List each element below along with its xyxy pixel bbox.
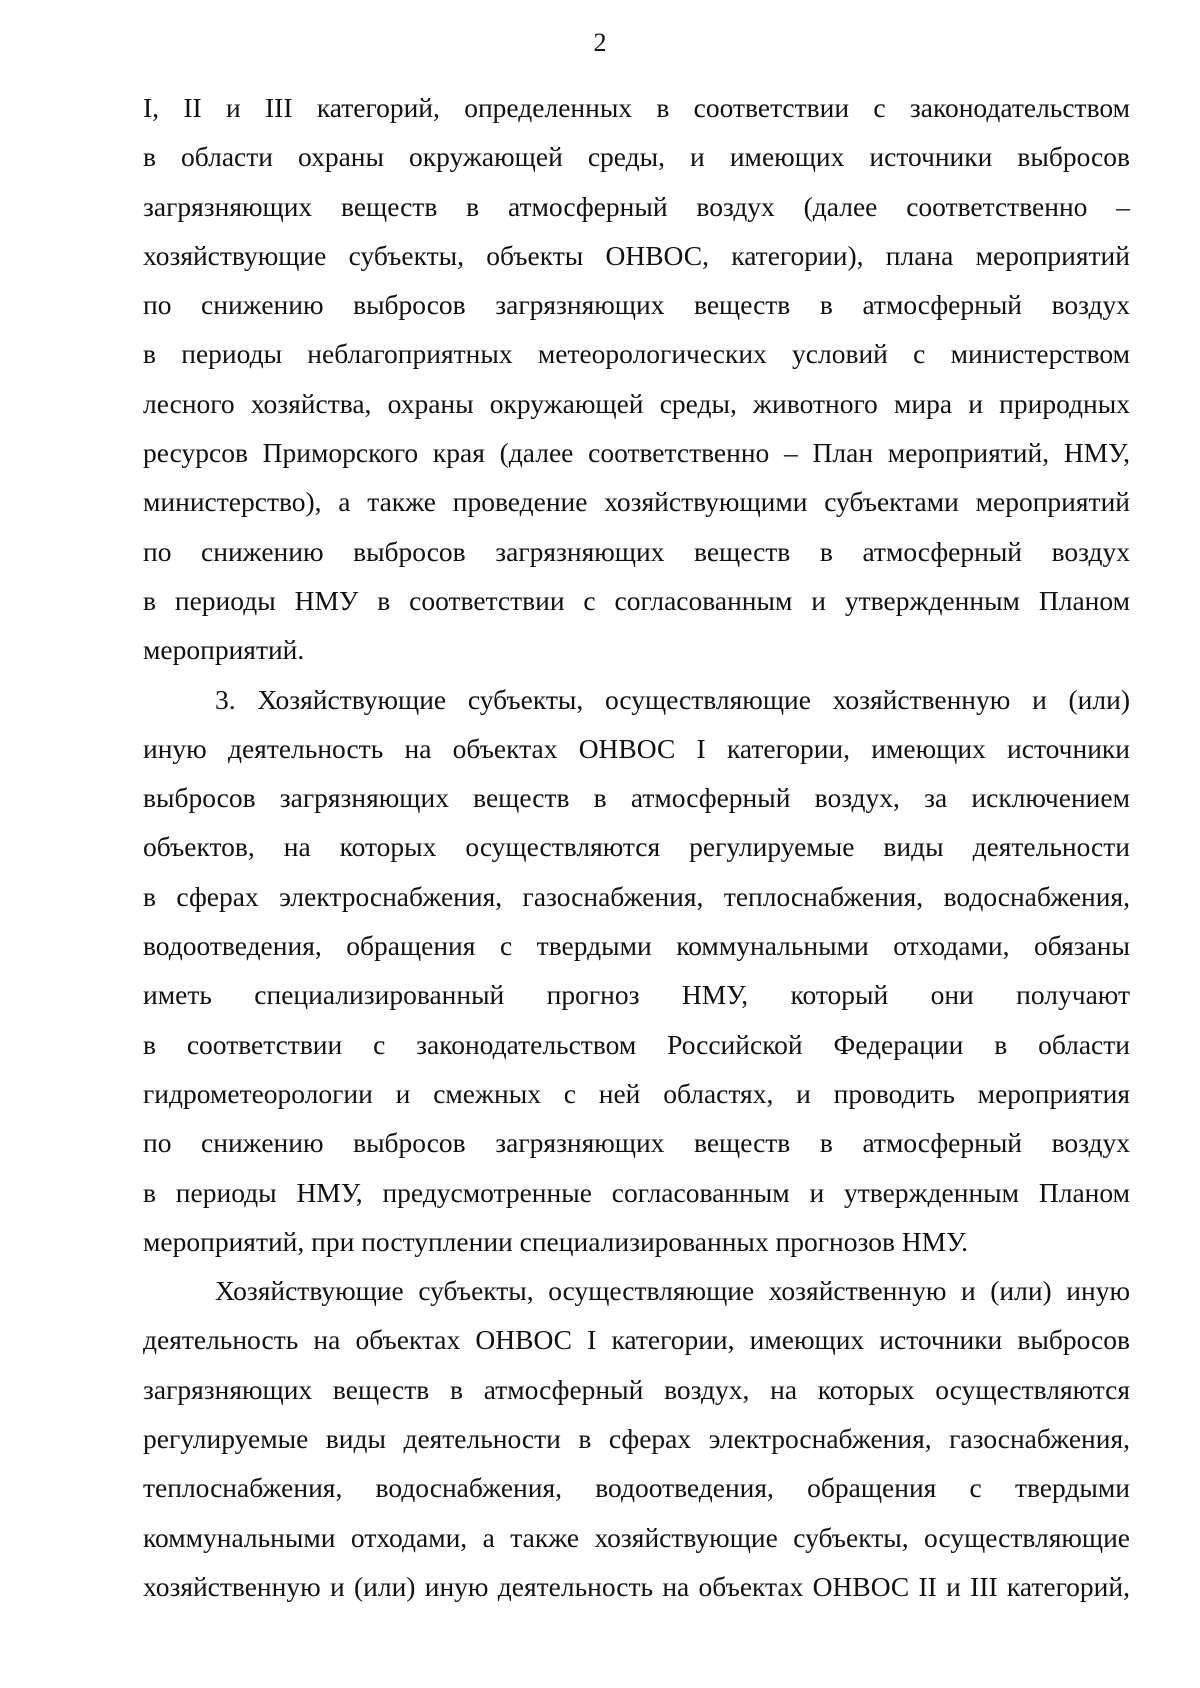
text-line: 3. Хозяйствующие субъекты, осуществляющие хозяйственную и (или)	[215, 683, 1130, 715]
text-line: загрязняющих веществ в атмосферный воздух, на которых осуществляются	[143, 1373, 1130, 1405]
text-line: объектов, на которых осуществляются регулируемые виды деятельности	[143, 831, 1130, 863]
text-line: в периоды НМУ, предусмотренные согласованным и утвержденным Планом	[143, 1176, 1130, 1208]
document-body	[143, 83, 1130, 1611]
text-line: I, II и III категорий, определенных в соответствии с законодательством	[143, 92, 1130, 123]
text-line: по снижению выбросов загрязняющих веществ в атмосферный воздух	[143, 289, 1130, 321]
text-line: загрязняющих веществ в атмосферный воздух (далее соответственно –	[143, 190, 1130, 222]
text-line: в сферах электроснабжения, газоснабжения, теплоснабжения, водоснабжения,	[143, 880, 1130, 912]
text-line: иметь специализированный прогноз НМУ, который они получают	[143, 979, 1130, 1011]
text-line: в области охраны окружающей среды, и имеющих источники выбросов	[143, 141, 1130, 173]
text-line: мероприятий.	[143, 634, 305, 666]
text-line: хозяйственную и (или) иную деятельность на объектах ОНВОС II и III категорий,	[143, 1570, 1130, 1602]
text-line: в соответствии с законодательством Российской Федерации в области	[143, 1028, 1130, 1060]
text-line: иную деятельность на объектах ОНВОС I категории, имеющих источники	[143, 732, 1130, 764]
text-line: коммунальными отходами, а также хозяйствующие субъекты, осуществляющие	[143, 1521, 1130, 1553]
text-line: в периоды неблагоприятных метеорологических условий с министерством	[143, 338, 1130, 370]
text-line: по снижению выбросов загрязняющих веществ в атмосферный воздух	[143, 1127, 1130, 1159]
text-line: министерство), а также проведение хозяйствующими субъектами мероприятий	[143, 486, 1130, 518]
text-line: гидрометеорологии и смежных с ней областях, и проводить мероприятия	[143, 1077, 1130, 1109]
text-line: лесного хозяйства, охраны окружающей среды, животного мира и природных	[143, 387, 1130, 419]
text-line: теплоснабжения, водоснабжения, водоотведения, обращения с твердыми	[143, 1472, 1130, 1504]
text-line: мероприятий, при поступлении специализированных прогнозов НМУ.	[143, 1225, 968, 1257]
text-line: ресурсов Приморского края (далее соответственно – План мероприятий, НМУ,	[143, 437, 1130, 469]
text-line: по снижению выбросов загрязняющих веществ в атмосферный воздух	[143, 535, 1130, 567]
text-line: деятельность на объектах ОНВОС I категории, имеющих источники выбросов	[143, 1324, 1130, 1356]
page-number: 2	[593, 28, 607, 57]
text-line: в периоды НМУ в соответствии с согласованным и утвержденным Планом	[143, 584, 1130, 616]
text-line: водоотведения, обращения с твердыми коммунальными отходами, обязаны	[143, 930, 1130, 962]
text-line: регулируемые виды деятельности в сферах электроснабжения, газоснабжения,	[143, 1423, 1130, 1455]
text-line: хозяйствующие субъекты, объекты ОНВОС, категории), плана мероприятий	[143, 239, 1130, 271]
text-line: выбросов загрязняющих веществ в атмосферный воздух, за исключением	[143, 782, 1130, 814]
text-line: Хозяйствующие субъекты, осуществляющие хозяйственную и (или) иную	[215, 1275, 1130, 1307]
